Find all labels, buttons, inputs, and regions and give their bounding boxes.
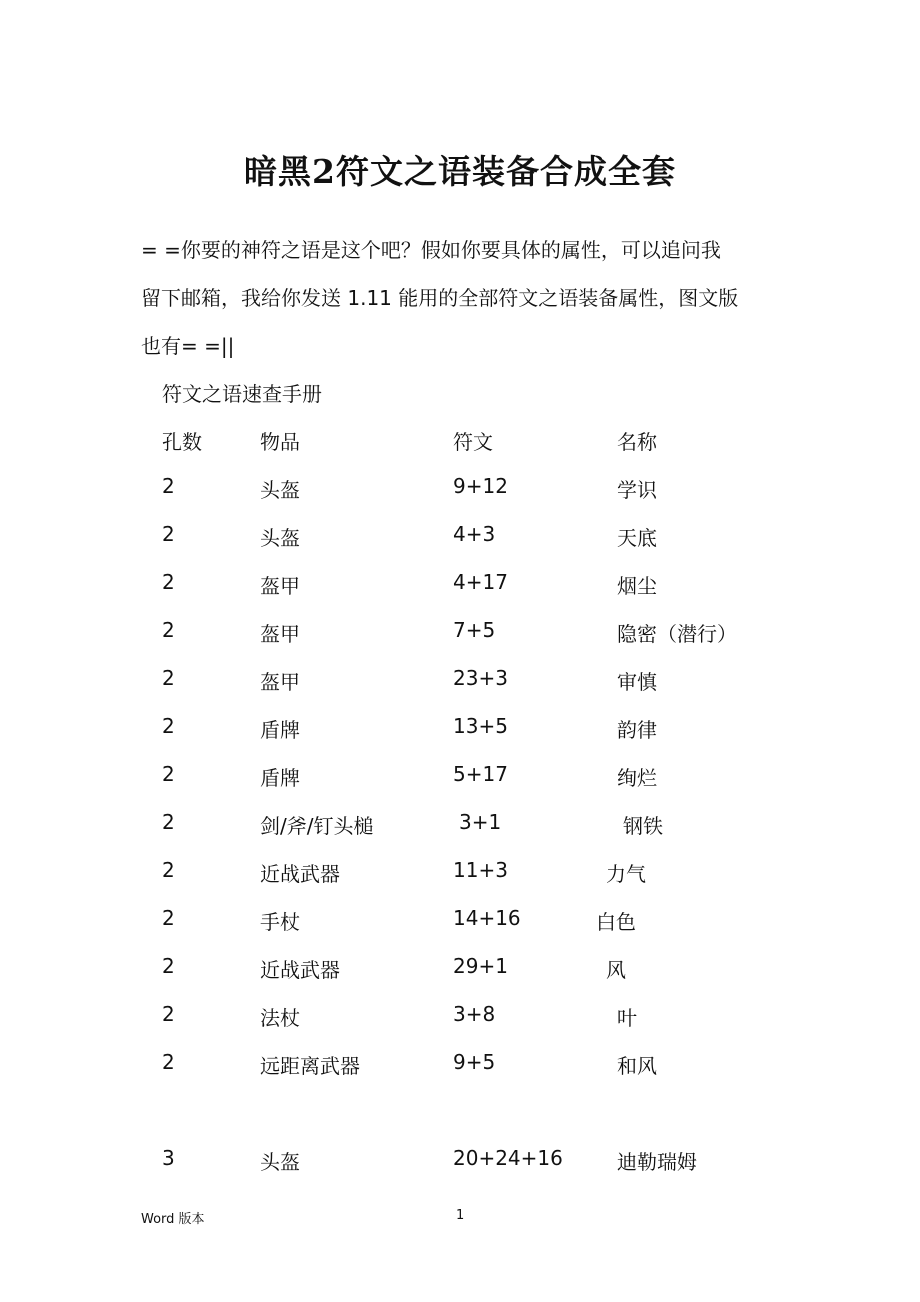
- table-row: [0, 810, 920, 842]
- cell-item: 剑/斧/钉头槌: [260, 814, 374, 838]
- table-row: [0, 570, 920, 602]
- table-row: [0, 618, 920, 650]
- cell-item: 头盔: [260, 526, 300, 550]
- cell-item: 盾牌: [260, 766, 300, 790]
- cell-holes: 2: [162, 474, 175, 498]
- table-row: [0, 714, 920, 746]
- cell-runes: 3+8: [453, 1002, 496, 1026]
- table-row: [0, 1002, 920, 1034]
- cell-item: 近战武器: [260, 958, 340, 982]
- cell-name: 风: [606, 958, 626, 982]
- cell-item: 头盔: [260, 478, 300, 502]
- cell-holes: 2: [162, 570, 175, 594]
- cell-name: 力气: [606, 862, 646, 886]
- header-runes: 符文: [453, 430, 493, 454]
- cell-runes: 23+3: [453, 666, 508, 690]
- cell-name: 天底: [617, 526, 657, 550]
- cell-name: 烟尘: [617, 574, 657, 598]
- cell-holes: 2: [162, 906, 175, 930]
- header-item: 物品: [260, 430, 300, 454]
- table-row: [0, 906, 920, 938]
- cell-holes: 2: [162, 858, 175, 882]
- cell-item: 远距离武器: [260, 1054, 360, 1078]
- cell-holes: 2: [162, 666, 175, 690]
- cell-name: 叶: [617, 1006, 637, 1030]
- cell-name: 钢铁: [623, 814, 663, 838]
- table-row: [0, 1050, 920, 1082]
- cell-holes: 2: [162, 522, 175, 546]
- cell-runes: 20+24+16: [453, 1146, 563, 1170]
- cell-holes: 2: [162, 954, 175, 978]
- cell-item: 头盔: [260, 1150, 300, 1174]
- cell-runes: 5+17: [453, 762, 508, 786]
- cell-name: 审慎: [617, 670, 657, 694]
- table-row: [0, 522, 920, 554]
- cell-runes: 4+17: [453, 570, 508, 594]
- cell-holes: 2: [162, 1050, 175, 1074]
- handbook-title: 符文之语速查手册: [162, 382, 322, 406]
- cell-name: 学识: [617, 478, 657, 502]
- cell-runes: 3+1: [459, 810, 502, 834]
- cell-item: 盔甲: [260, 622, 300, 646]
- header-name: 名称: [617, 430, 657, 454]
- cell-runes: 11+3: [453, 858, 508, 882]
- header-holes: 孔数: [162, 430, 202, 454]
- footer-label: Word 版本: [141, 1212, 205, 1227]
- table-row: [0, 1146, 920, 1178]
- table-row: [0, 954, 920, 986]
- footer-page-number: 1: [456, 1208, 465, 1223]
- cell-holes: 2: [162, 714, 175, 738]
- cell-holes: 2: [162, 810, 175, 834]
- cell-holes: 2: [162, 762, 175, 786]
- cell-name: 和风: [617, 1054, 657, 1078]
- cell-runes: 14+16: [453, 906, 521, 930]
- cell-item: 盾牌: [260, 718, 300, 742]
- cell-item: 盔甲: [260, 574, 300, 598]
- cell-runes: 9+12: [453, 474, 508, 498]
- cell-item: 手杖: [260, 910, 300, 934]
- cell-name: 白色: [596, 910, 636, 934]
- cell-runes: 4+3: [453, 522, 496, 546]
- cell-runes: 29+1: [453, 954, 508, 978]
- cell-runes: 13+5: [453, 714, 508, 738]
- page-title: 暗黑2符文之语装备合成全套: [244, 152, 676, 191]
- cell-runes: 7+5: [453, 618, 496, 642]
- cell-name: 迪勒瑞姆: [617, 1150, 697, 1174]
- table-row: [0, 474, 920, 506]
- cell-item: 近战武器: [260, 862, 340, 886]
- table-row: [0, 858, 920, 890]
- table-row: [0, 762, 920, 794]
- cell-name: 隐密（潜行）: [617, 622, 737, 646]
- cell-holes: 3: [162, 1146, 175, 1170]
- cell-holes: 2: [162, 1002, 175, 1026]
- cell-name: 绚烂: [617, 766, 657, 790]
- table-row: [0, 666, 920, 698]
- cell-runes: 9+5: [453, 1050, 496, 1074]
- cell-item: 法杖: [260, 1006, 300, 1030]
- intro-line-3: 也有= =||: [141, 334, 235, 358]
- cell-item: 盔甲: [260, 670, 300, 694]
- cell-name: 韵律: [617, 718, 657, 742]
- intro-line-1: = =你要的神符之语是这个吧？假如你要具体的属性，可以追问我: [141, 238, 721, 262]
- intro-line-2: 留下邮箱，我给你发送 1.11 能用的全部符文之语装备属性，图文版: [141, 286, 739, 310]
- cell-holes: 2: [162, 618, 175, 642]
- table-header: [0, 426, 920, 458]
